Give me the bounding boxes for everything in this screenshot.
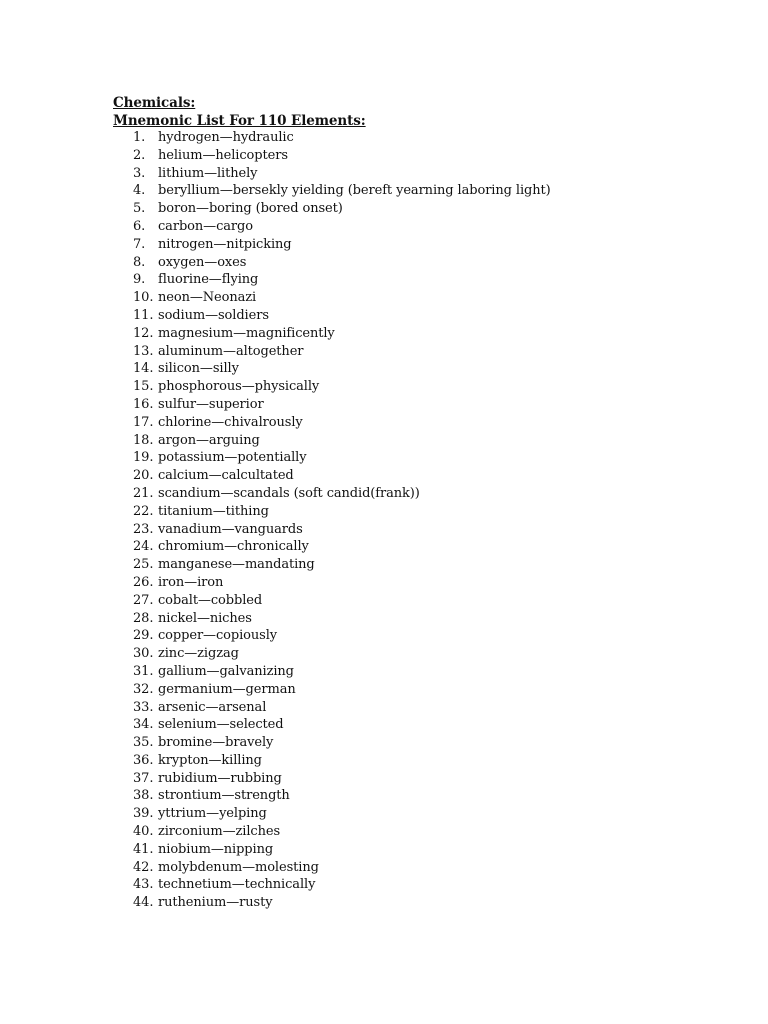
list-item-text: titanium—tithing [158, 503, 269, 519]
list-item-number: 6. [133, 218, 146, 234]
list-item [133, 343, 551, 361]
list-item-text: scandium—scandals (soft candid(frank)) [158, 485, 420, 501]
list-item-number: 3. [133, 165, 146, 181]
list-item-text: selenium—selected [158, 717, 284, 733]
list-item [133, 663, 551, 681]
list-item-number: 42. [133, 859, 154, 875]
list-item-number: 20. [133, 468, 154, 484]
list-item-number: 37. [133, 770, 154, 786]
list-item [133, 699, 551, 717]
list-item-text: technetium—technically [158, 877, 316, 893]
list-item-text: germanium—german [158, 681, 296, 697]
list-item [133, 894, 551, 912]
list-item [133, 307, 551, 325]
list-item-number: 16. [133, 396, 154, 412]
list-item [133, 645, 551, 663]
page-title: Chemicals: [113, 95, 196, 111]
list-item-number: 2. [133, 147, 146, 163]
list-item [133, 218, 551, 236]
list-item-text: potassium—potentially [158, 450, 307, 466]
list-item-number: 4. [133, 183, 146, 199]
list-item-number: 27. [133, 592, 154, 608]
list-item-text: manganese—mandating [158, 557, 315, 573]
list-item [133, 805, 551, 823]
list-item [133, 859, 551, 877]
list-item [133, 823, 551, 841]
list-item-text: gallium—galvanizing [158, 663, 294, 679]
list-item-text: bromine—bravely [158, 735, 274, 751]
list-item-number: 10. [133, 290, 154, 306]
list-item [133, 432, 551, 450]
list-item-text: cobalt—cobbled [158, 592, 263, 608]
list-item-text: lithium—lithely [158, 165, 258, 181]
list-item-text: nickel—niches [158, 610, 252, 626]
list-item [133, 734, 551, 752]
list-item [133, 538, 551, 556]
list-item [133, 876, 551, 894]
list-item-number: 15. [133, 379, 154, 395]
list-item-number: 18. [133, 432, 154, 448]
list-item-number: 38. [133, 788, 154, 804]
list-item-text: vanadium—vanguards [158, 521, 303, 537]
list-item-text: aluminum—altogether [158, 343, 304, 359]
list-item-text: oxygen—oxes [158, 254, 247, 270]
mnemonic-list [133, 129, 551, 912]
list-item [133, 396, 551, 414]
list-item [133, 414, 551, 432]
list-item [133, 254, 551, 272]
list-item-text: yttrium—yelping [158, 806, 267, 822]
list-item-text: zirconium—zilches [158, 824, 281, 840]
list-item [133, 681, 551, 699]
list-item-number: 41. [133, 841, 154, 857]
list-item [133, 627, 551, 645]
list-item-text: sodium—soldiers [158, 307, 269, 323]
list-item [133, 182, 551, 200]
list-item-number: 11. [133, 307, 154, 323]
list-item-number: 43. [133, 877, 154, 893]
list-item [133, 360, 551, 378]
list-item-number: 13. [133, 343, 154, 359]
list-item [133, 165, 551, 183]
list-item-text: niobium—nipping [158, 841, 274, 857]
list-item-number: 25. [133, 557, 154, 573]
list-item-number: 32. [133, 681, 154, 697]
list-item-number: 17. [133, 414, 154, 430]
list-item [133, 200, 551, 218]
list-item [133, 449, 551, 467]
list-item-text: strontium—strength [158, 788, 290, 804]
list-item-text: chlorine—chivalrously [158, 414, 303, 430]
list-item-text: nitrogen—nitpicking [158, 236, 292, 252]
list-item-number: 30. [133, 646, 154, 662]
list-item-text: sulfur—superior [158, 396, 264, 412]
list-item-number: 21. [133, 485, 154, 501]
list-item-text: zinc—zigzag [158, 646, 239, 662]
list-item [133, 787, 551, 805]
list-item [133, 236, 551, 254]
list-heading: Mnemonic List For 110 Elements: [113, 113, 366, 129]
list-item-number: 12. [133, 325, 154, 341]
list-item [133, 752, 551, 770]
list-item [133, 610, 551, 628]
list-item-text: fluorine—flying [158, 272, 259, 288]
list-item-text: boron—boring (bored onset) [158, 201, 343, 217]
list-item [133, 378, 551, 396]
list-item-text: chromium—chronically [158, 539, 309, 555]
list-item [133, 592, 551, 610]
list-item-text: silicon—silly [158, 361, 239, 377]
list-item [133, 556, 551, 574]
list-item-number: 5. [133, 201, 146, 217]
list-item-text: iron—iron [158, 574, 224, 590]
list-item-text: molybdenum—molesting [158, 859, 319, 875]
list-item-number: 36. [133, 752, 154, 768]
list-item-number: 28. [133, 610, 154, 626]
list-item-text: argon—arguing [158, 432, 260, 448]
list-item [133, 716, 551, 734]
list-item-number: 9. [133, 272, 146, 288]
list-item [133, 129, 551, 147]
list-item-text: carbon—cargo [158, 218, 253, 234]
list-item [133, 325, 551, 343]
list-item-number: 14. [133, 361, 154, 377]
list-item-number: 24. [133, 539, 154, 555]
list-item [133, 271, 551, 289]
list-item-number: 19. [133, 450, 154, 466]
list-item [133, 289, 551, 307]
list-item [133, 574, 551, 592]
list-item [133, 841, 551, 859]
list-item-number: 35. [133, 735, 154, 751]
list-item-number: 7. [133, 236, 146, 252]
list-item-number: 29. [133, 628, 154, 644]
list-item [133, 503, 551, 521]
list-item-number: 26. [133, 574, 154, 590]
list-item-text: hydrogen—hydraulic [158, 130, 294, 145]
list-item [133, 521, 551, 539]
list-item [133, 485, 551, 503]
list-item-text: rubidium—rubbing [158, 770, 282, 786]
list-item-number: 33. [133, 699, 154, 715]
list-item-text: phosphorous—physically [158, 379, 320, 395]
list-item-number: 39. [133, 806, 154, 822]
list-item-number: 40. [133, 824, 154, 840]
list-item-number: 22. [133, 503, 154, 519]
list-item-text: neon—Neonazi [158, 290, 257, 306]
list-item-text: ruthenium—rusty [158, 895, 273, 911]
list-item [133, 147, 551, 165]
list-item-text: helium—helicopters [158, 147, 288, 163]
list-item-text: copper—copiously [158, 628, 278, 644]
list-item [133, 467, 551, 485]
list-item-number: 44. [133, 895, 154, 911]
list-item-text: krypton—killing [158, 752, 262, 768]
list-item-text: calcium—calcultated [158, 468, 294, 484]
list-item-number: 34. [133, 717, 154, 733]
list-item-number: 8. [133, 254, 146, 270]
list-item-number: 31. [133, 663, 154, 679]
list-item-text: arsenic—arsenal [158, 699, 267, 715]
list-item-text: beryllium—bersekly yielding (bereft yearning laboring light) [158, 183, 551, 199]
list-item [133, 770, 551, 788]
list-item-text: magnesium—magnificently [158, 325, 335, 341]
list-item-number: 23. [133, 521, 154, 537]
list-item-number: 1. [133, 130, 146, 145]
